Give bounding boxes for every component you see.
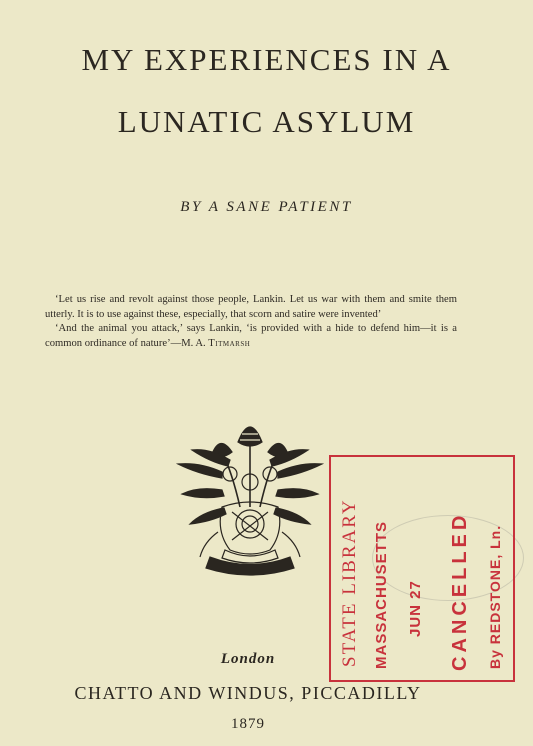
stamp-line-massachusetts: MASSACHUSETTS (373, 520, 390, 669)
stamp-line-date: JUN 27 (407, 580, 424, 637)
book-title-line-2: LUNATIC ASYLUM (117, 104, 416, 139)
stamp-line-state-library: STATE LIBRARY (339, 498, 360, 667)
library-cancellation-stamp (329, 455, 515, 682)
byline: BY A SANE PATIENT (180, 199, 353, 215)
imprint-publisher: CHATTO AND WINDUS, PICCADILLY (74, 683, 422, 703)
stamp-line-by: By REDSTONE, Ln. (487, 524, 503, 669)
epigraph (45, 293, 457, 351)
floral-vase-ornament-icon (170, 412, 330, 584)
epigraph-paragraph-1: ‘Let us rise and revolt against those people, Lankin. Let us war with them and smite them utterly. It is to use against these, especially, that scorn and satire were invented’ (45, 294, 457, 320)
epigraph-paragraph-2 (45, 322, 457, 351)
book-title-line-1: MY EXPERIENCES IN A (81, 42, 452, 77)
epigraph-author: Titmarsh (208, 337, 251, 349)
epigraph-paragraph-2-text: ‘And the animal you attack,’ says Lankin, ‘is provided with a hide to defend him—it is a common ordinance of nature’—M. A. (45, 323, 457, 349)
imprint-city: London (220, 651, 276, 667)
imprint-year: 1879 (231, 716, 265, 732)
stamp-line-cancelled: CANCELLED (449, 511, 471, 671)
